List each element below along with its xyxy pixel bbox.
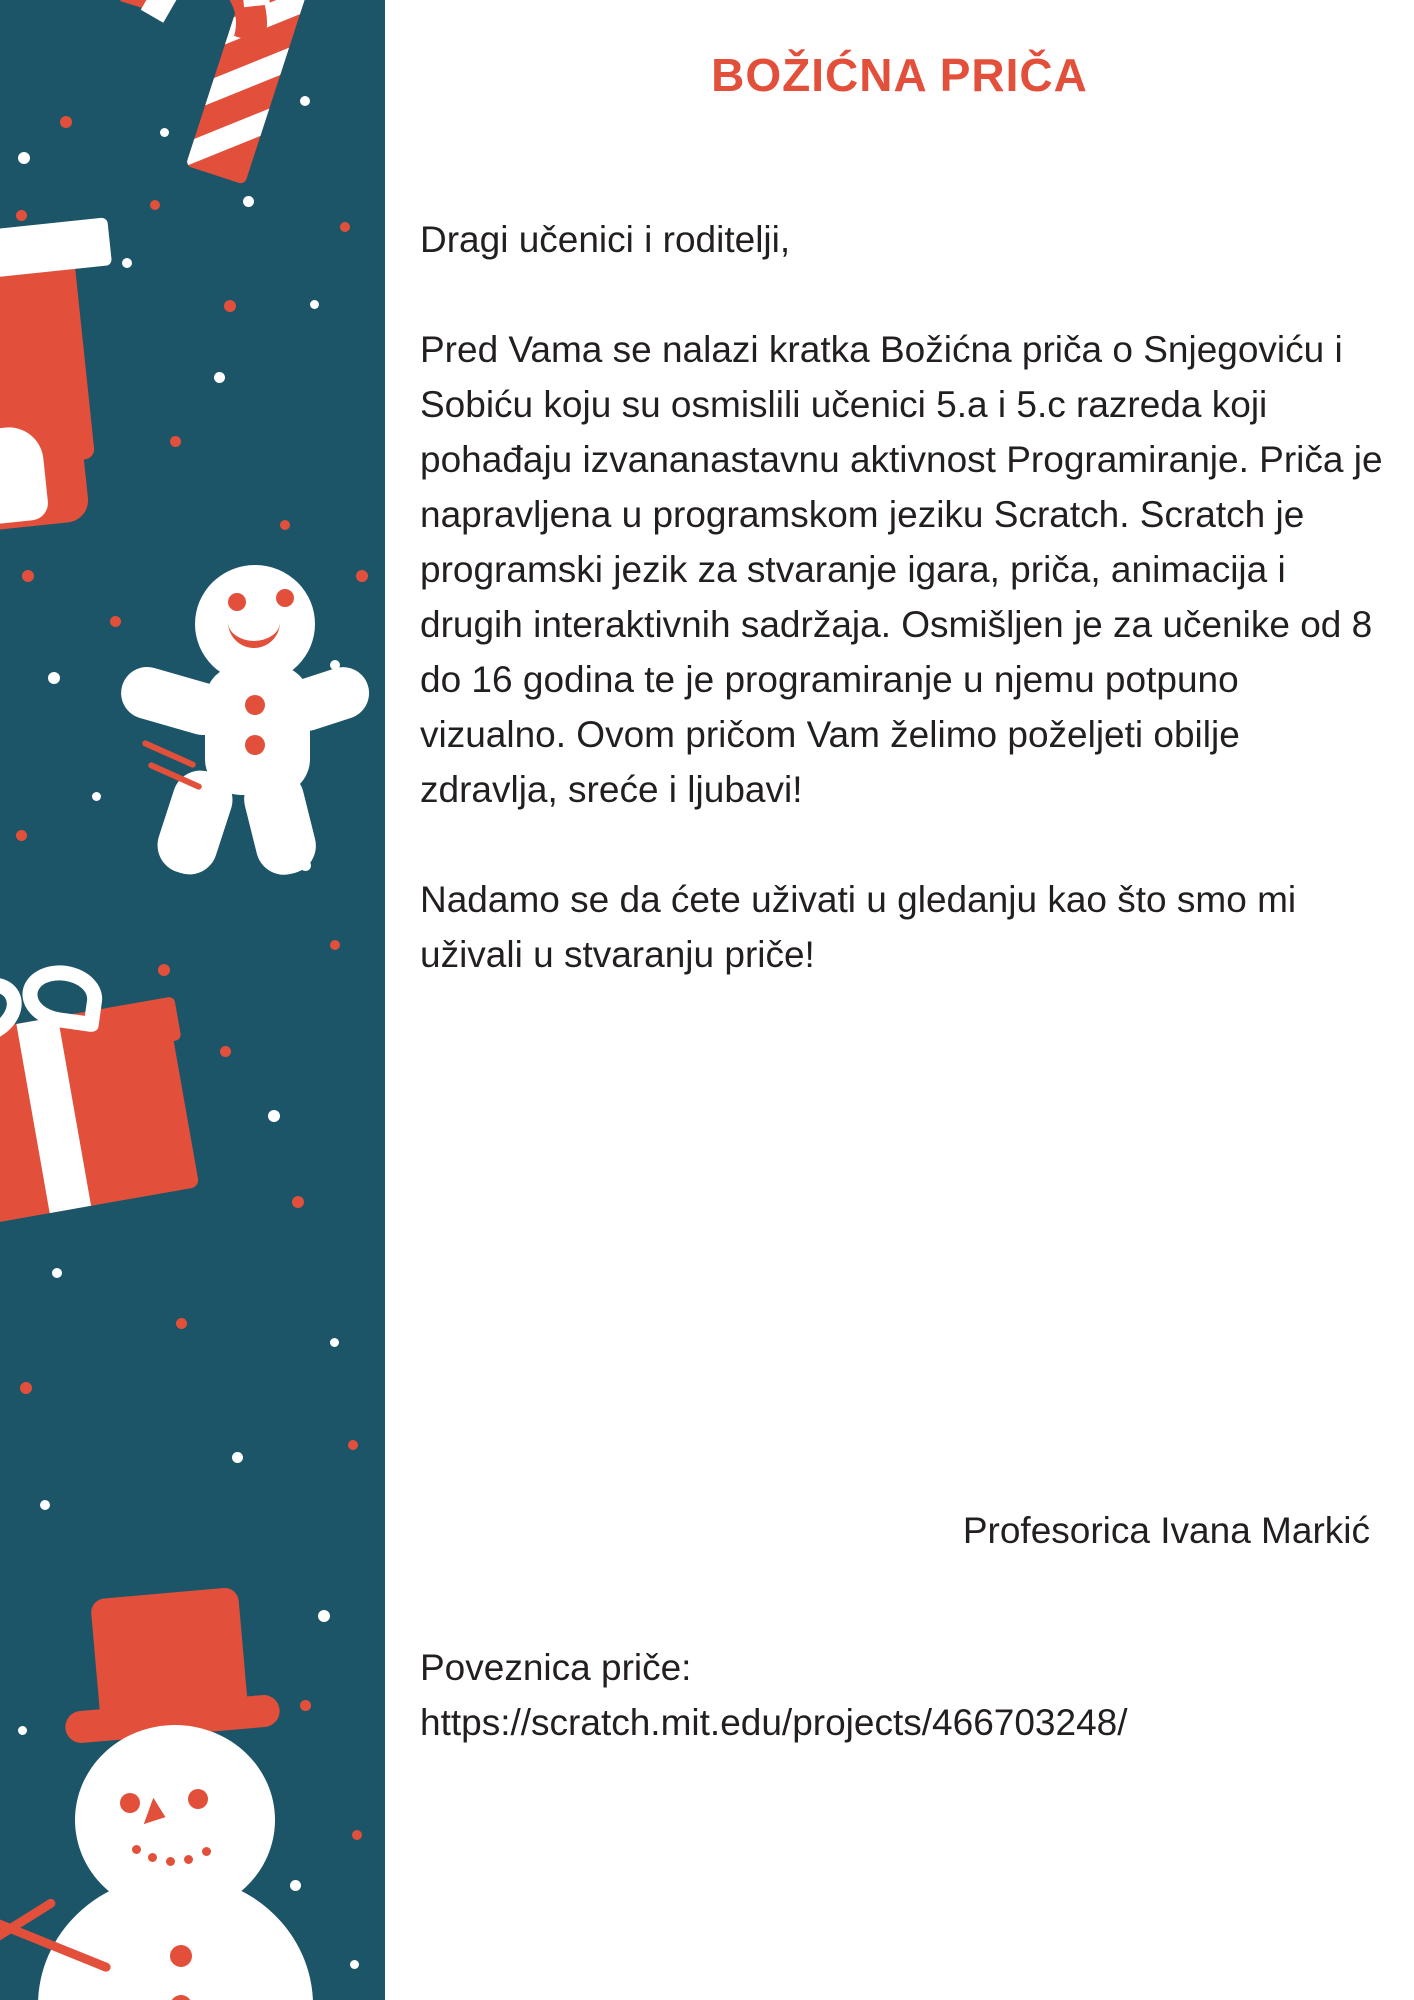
confetti-dot (22, 570, 34, 582)
confetti-dot (176, 1318, 187, 1329)
snowflake-dot (48, 672, 60, 684)
project-link[interactable]: https://scratch.mit.edu/projects/466703248/ (420, 1702, 1128, 1743)
decorative-side-band (0, 0, 385, 2000)
confetti-dot (356, 570, 368, 582)
confetti-dot (224, 300, 236, 312)
confetti-dot (16, 210, 27, 221)
confetti-dot (292, 1196, 304, 1208)
confetti-dot (280, 520, 290, 530)
snowflake-dot (268, 1110, 280, 1122)
confetti-dot (16, 830, 27, 841)
confetti-dot (20, 1382, 32, 1394)
christmas-stocking-icon (0, 225, 185, 555)
greeting-line: Dragi učenici i roditelji, (420, 219, 791, 260)
confetti-dot (150, 200, 160, 210)
snowflake-dot (310, 300, 319, 309)
snowflake-dot (40, 1500, 50, 1510)
snowflake-dot (330, 1338, 339, 1347)
link-label: Poveznica priče: (420, 1647, 692, 1688)
closing-paragraph: Nadamo se da ćete uživati u gledanju kao što smo mi uživali u stvaranju priče! (420, 879, 1307, 975)
letter-body (420, 212, 1393, 982)
confetti-dot (352, 1830, 362, 1840)
snowflake-dot (350, 1960, 359, 1969)
snowflake-dot (232, 1452, 243, 1463)
snowflake-dot (214, 372, 225, 383)
snowflake-dot (52, 1268, 62, 1278)
letter-content (385, 0, 1414, 2000)
snowflake-dot (18, 152, 30, 164)
gift-box-icon (0, 932, 250, 1238)
snowflake-dot (243, 196, 254, 207)
confetti-dot (348, 1440, 358, 1450)
gingerbread-man-icon (110, 555, 340, 885)
project-link-block (420, 1640, 1400, 1750)
signature-line: Profesorica Ivana Markić (962, 1510, 1370, 1551)
snowman-icon (20, 1545, 350, 2000)
main-paragraph: Pred Vama se nalazi kratka Božićna priča o Snjegoviću i Sobiću koju su osmislili učenici 5.a i 5.c razreda koji pohađaju izvananastavnu aktivnost Programiranje. Priča je napravljena u programskom jeziku Scratch. Scratch je programski jezik za stvaranje igara, priča, animacija i drugih interaktivnih sadržaja. Osmišljen je za učenike od 8 do 16 godina te je programiranje u njemu potpuno vizualno. Ovom pričom Vam želimo poželjeti obilje zdravlja, sreće i ljubavi! (420, 329, 1393, 810)
confetti-dot (340, 222, 350, 232)
page-title: BOŽIĆNA PRIČA (711, 49, 1088, 101)
confetti-dot (60, 116, 72, 128)
confetti-dot (330, 940, 340, 950)
candy-cane-icon (95, 0, 305, 170)
snowflake-dot (92, 792, 101, 801)
